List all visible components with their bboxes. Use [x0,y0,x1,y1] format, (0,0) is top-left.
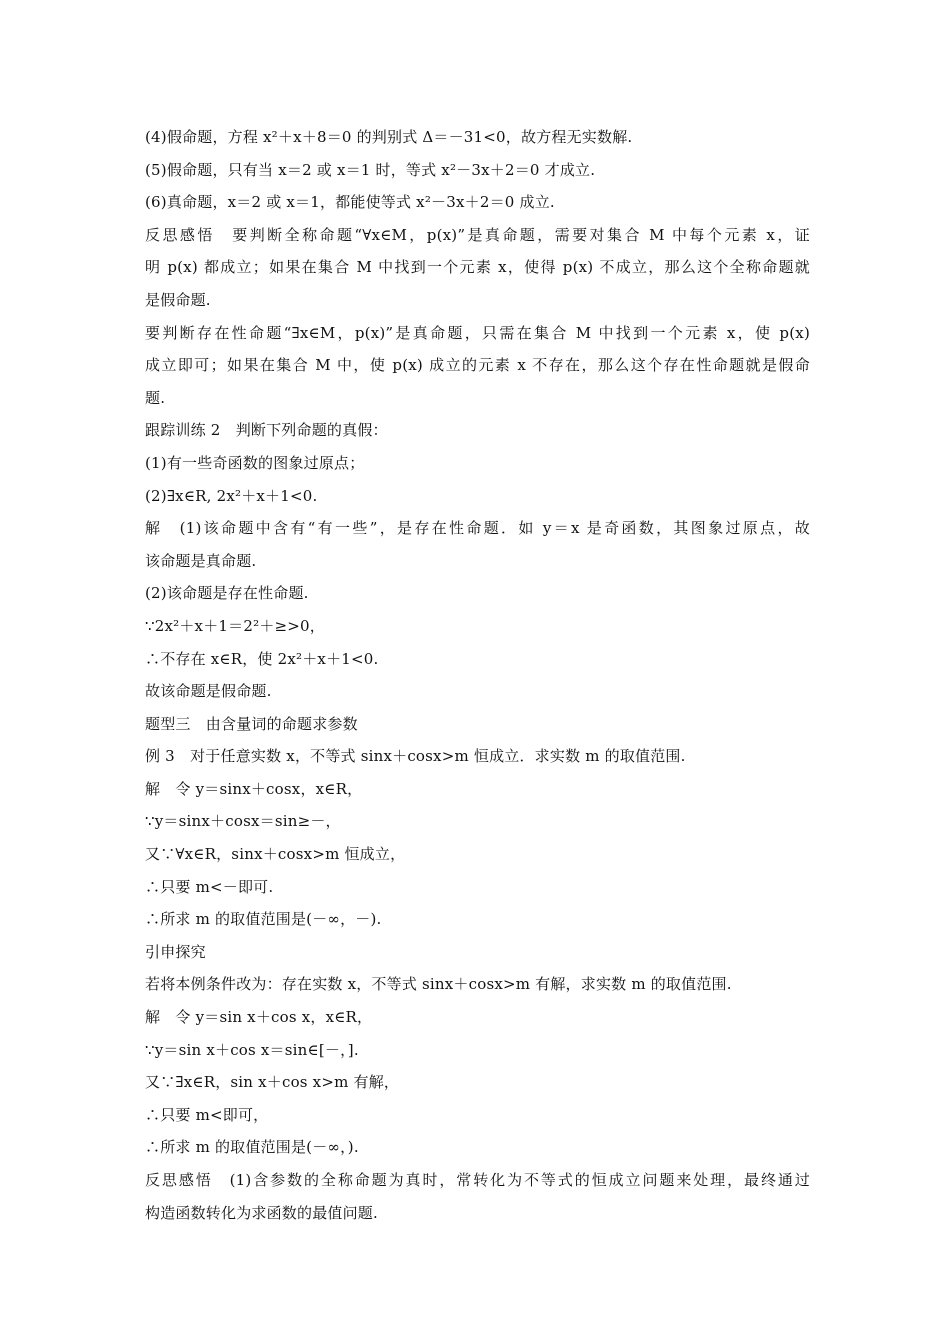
text-line: (6)真命题，x＝2 或 x＝1，都能使等式 x²－3x＋2＝0 成立. [145,193,555,212]
text-line: ∴所求 m 的取值范围是(－∞，－). [145,910,382,929]
text-line: 是假命题. [145,290,211,309]
text-line: 成立即可；如果在集合 M 中，使 p(x) 成立的元素 x 不存在，那么这个存在性命题就是假命 [145,356,810,375]
text-line: 解 令 y＝sinx＋cosx，x∈R， [145,779,363,798]
text-line: 故该命题是假命题. [145,682,272,701]
document-page [145,121,810,1229]
text-line: 解 (1)该命题中含有“有一些”，是存在性命题．如 y＝x 是奇函数，其图象过原点，故 [145,519,810,538]
text-line: ∵y＝sinx＋cosx＝sin≥－， [145,812,341,831]
text-line: 明 p(x) 都成立；如果在集合 M 中找到一个元素 x，使得 p(x) 不成立，那么这个全称命题就 [145,258,810,277]
text-line: ∴只要 m<－即可. [145,877,274,896]
text-line: ∴所求 m 的取值范围是(－∞，). [145,1138,359,1157]
text-line: 要判断存在性命题“∃x∈M，p(x)”是真命题，只需在集合 M 中找到一个元素 x，使 p(x) [145,323,810,342]
text-line: 例 3 对于任意实数 x，不等式 sinx＋cosx>m 恒成立．求实数 m 的取值范围. [145,747,686,766]
text-line: ∵y＝sin x＋cos x＝sin∈[－，]. [145,1040,359,1059]
text-line: (2)该命题是存在性命题. [145,584,309,603]
text-line: 题. [145,388,166,407]
text-line: 又∵∃x∈R，sin x＋cos x>m 有解， [145,1073,400,1092]
text-line: 跟踪训练 2 判断下列命题的真假： [145,421,388,440]
text-line: 若将本例条件改为：存在实数 x，不等式 sinx＋cosx>m 有解，求实数 m 的取值范围. [145,975,732,994]
text-line: (4)假命题，方程 x²＋x＋8＝0 的判别式 Δ＝－31<0，故方程无实数解. [145,128,633,146]
text-line: 又∵∀x∈R，sinx＋cosx>m 恒成立， [145,845,406,864]
text-line: (1)有一些奇函数的图象过原点； [145,453,365,472]
text-line: (5)假命题，只有当 x＝2 或 x＝1 时，等式 x²－3x＋2＝0 才成立. [145,160,596,179]
text-line: ∴只要 m<即可， [145,1105,269,1124]
text-line: 引申探究 [145,942,206,961]
text-line: 题型三 由含量词的命题求参数 [145,714,358,733]
text-line: ∴不存在 x∈R，使 2x²＋x＋1<0. [145,649,379,668]
text-line: ∵2x²＋x＋1＝2²＋≥>0， [145,616,325,635]
text-line: 反思感悟 要判断全称命题“∀x∈M，p(x)”是真命题，需要对集合 M 中每个元素 x，证 [145,225,810,244]
text-line: 反思感悟 (1)含参数的全称命题为真时，常转化为不等式的恒成立问题来处理，最终通过 [145,1171,810,1189]
text-line: (2)∃x∈R, 2x²＋x＋1<0. [145,486,318,505]
text-line: 该命题是真命题. [145,551,257,570]
text-line: 解 令 y＝sin x＋cos x，x∈R， [145,1008,373,1027]
text-line: 构造函数转化为求函数的最值问题. [145,1203,378,1222]
